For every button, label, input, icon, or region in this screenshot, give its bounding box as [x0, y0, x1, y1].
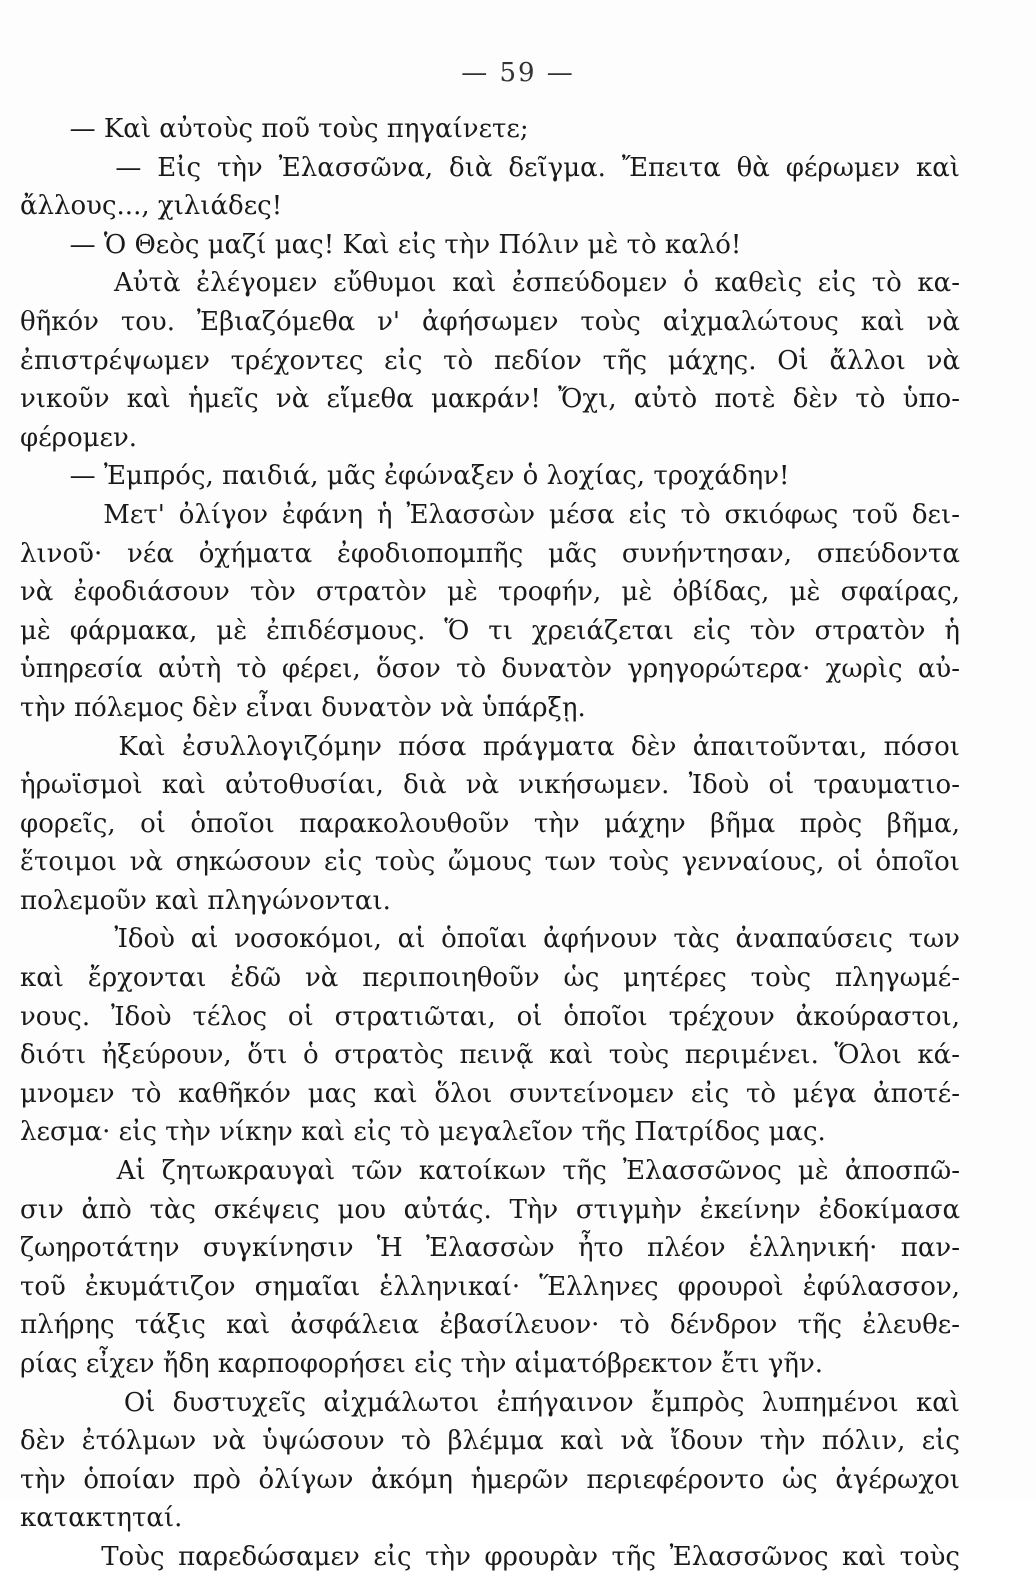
text-line: καὶ ἔρχονται ἐδῶ νὰ περιποιηθοῦν ὡς μητέρες τοὺς πληγωμέ-	[20, 963, 960, 994]
text-line: νικοῦν καὶ ἡμεῖς νὰ εἴμεθα μακράν! Ὄχι, αὐτὸ ποτὲ δὲν τὸ ὑπο-	[20, 384, 960, 415]
text-line: Καὶ ἐσυλλογιζόμην πόσα πράγματα δὲν ἀπαιτοῦνται, πόσοι	[20, 731, 960, 762]
body-text	[20, 110, 960, 1577]
text-line: τὴν ὁποίαν πρὸ ὀλίγων ἀκόμη ἡμερῶν περιεφέροντο ὡς ἀγέρωχοι	[20, 1464, 960, 1495]
text-line: ζωηροτάτην συγκίνησιν Ἡ Ἐλασσὼν ἦτο πλέον ἑλληνική· παν-	[20, 1233, 960, 1264]
text-line: θῆκόν του. Ἐβιαζόμεθα ν' ἀφήσωμεν τοὺς αἰχμαλώτους καὶ νὰ	[20, 306, 960, 337]
text-line: ἡρωϊσμοὶ καὶ αὐτοθυσίαι, διὰ νὰ νικήσωμεν. Ἰδοὺ οἱ τραυματιο-	[20, 770, 960, 801]
text-line: πλήρης τάξις καὶ ἀσφάλεια ἐβασίλευον· τὸ δένδρον τῆς ἐλευθε-	[20, 1310, 960, 1341]
text-line: ἕτοιμοι νὰ σηκώσουν εἰς τοὺς ὤμους των τοὺς γενναίους, οἱ ὁποῖοι	[20, 847, 960, 878]
text-line: Μετ' ὀλίγον ἐφάνη ἡ Ἐλασσὼν μέσα εἰς τὸ σκιόφως τοῦ δει-	[20, 499, 960, 530]
text-line: Τοὺς παρεδώσαμεν εἰς τὴν φρουρὰν τῆς Ἐλασσῶνος καὶ τοὺς	[20, 1541, 960, 1572]
text-line: Ἰδοὺ αἱ νοσοκόμοι, αἱ ὁποῖαι ἀφήνουν τὰς ἀναπαύσεις των	[20, 924, 960, 955]
text-line: — Ἐμπρός, παιδιά, μᾶς ἐφώναξεν ὁ λοχίας, τροχάδην!	[20, 461, 790, 492]
text-line: ὑπηρεσία αὐτὴ τὸ φέρει, ὅσον τὸ δυνατὸν γρηγορώτερα· χωρὶς αὐ-	[20, 654, 960, 685]
text-line: — Ὁ Θεὸς μαζί μας! Καὶ εἰς τὴν Πόλιν μὲ τὸ καλό!	[20, 229, 742, 260]
text-line: νους. Ἰδοὺ τέλος οἱ στρατιῶται, οἱ ὁποῖοι τρέχουν ἀκούραστοι,	[20, 1001, 960, 1032]
text-line: φορεῖς, οἱ ὁποῖοι παρακολουθοῦν τὴν μάχην βῆμα πρὸς βῆμα,	[20, 808, 960, 839]
text-line: διότι ἠξεύρουν, ὅτι ὁ στρατὸς πεινᾷ καὶ τοὺς περιμένει. Ὅλοι κά-	[20, 1040, 960, 1071]
page-number: — 59 —	[461, 58, 575, 88]
text-line: δὲν ἐτόλμων νὰ ὑψώσουν τὸ βλέμμα καὶ νὰ ἴδουν τὴν πόλιν, εἰς	[20, 1426, 960, 1457]
text-line: σιν ἀπὸ τὰς σκέψεις μου αὐτάς. Τὴν στιγμὴν ἐκείνην ἐδοκίμασα	[20, 1194, 960, 1225]
text-line: — Καὶ αὐτοὺς ποῦ τοὺς πηγαίνετε;	[20, 114, 529, 144]
text-line: κατακτηταί.	[20, 1503, 183, 1534]
text-line: φέρομεν.	[20, 422, 138, 453]
text-line: Αὐτὰ ἐλέγομεν εὔθυμοι καὶ ἐσπεύδομεν ὁ καθεὶς εἰς τὸ κα-	[20, 268, 960, 299]
text-line: πολεμοῦν καὶ πληγώνονται.	[20, 885, 391, 916]
text-line: μὲ φάρμακα, μὲ ἐπιδέσμους. Ὅ τι χρειάζεται εἰς τὸν στρατὸν ἡ	[20, 615, 960, 646]
text-line: ρίας εἶχεν ἤδη καρποφορήσει εἰς τὴν αἱματόβρεκτον ἔτι γῆν.	[20, 1349, 824, 1379]
text-line: ἄλλους..., χιλιάδες!	[20, 191, 283, 222]
text-line: Αἱ ζητωκραυγαὶ τῶν κατοίκων τῆς Ἐλασσῶνος μὲ ἀποσπῶ-	[20, 1156, 960, 1187]
text-line: μνομεν τὸ καθῆκόν μας καὶ ὅλοι συντείνομεν εἰς τὸ μέγα ἀποτέ-	[20, 1078, 960, 1109]
text-line: λεσμα· εἰς τὴν νίκην καὶ εἰς τὸ μεγαλεῖον τῆς Πατρίδος μας.	[20, 1117, 826, 1148]
text-line: νὰ ἐφοδιάσουν τὸν στρατὸν μὲ τροφήν, μὲ ὀβίδας, μὲ σφαίρας,	[20, 577, 960, 608]
text-line: ἐπιστρέψωμεν τρέχοντες εἰς τὸ πεδίον τῆς μάχης. Οἱ ἄλλοι νὰ	[20, 345, 960, 376]
text-line: τὴν πόλεμος δὲν εἶναι δυνατὸν νὰ ὑπάρξῃ.	[20, 692, 586, 723]
text-line: Οἱ δυστυχεῖς αἰχμάλωτοι ἐπήγαινον ἔμπρὸς λυπημένοι καὶ	[20, 1387, 960, 1418]
text-line: λινοῦ· νέα ὀχήματα ἐφοδιοπομπῆς μᾶς συνήντησαν, σπεύδοντα	[20, 538, 960, 569]
text-line: τοῦ ἐκυμάτιζον σημαῖαι ἑλληνικαί· Ἕλληνες φρουροὶ ἐφύλασσον,	[20, 1271, 960, 1302]
text-line: — Εἰς τὴν Ἐλασσῶνα, διὰ δεῖγμα. Ἔπειτα θὰ φέρωμεν καὶ	[20, 152, 960, 183]
